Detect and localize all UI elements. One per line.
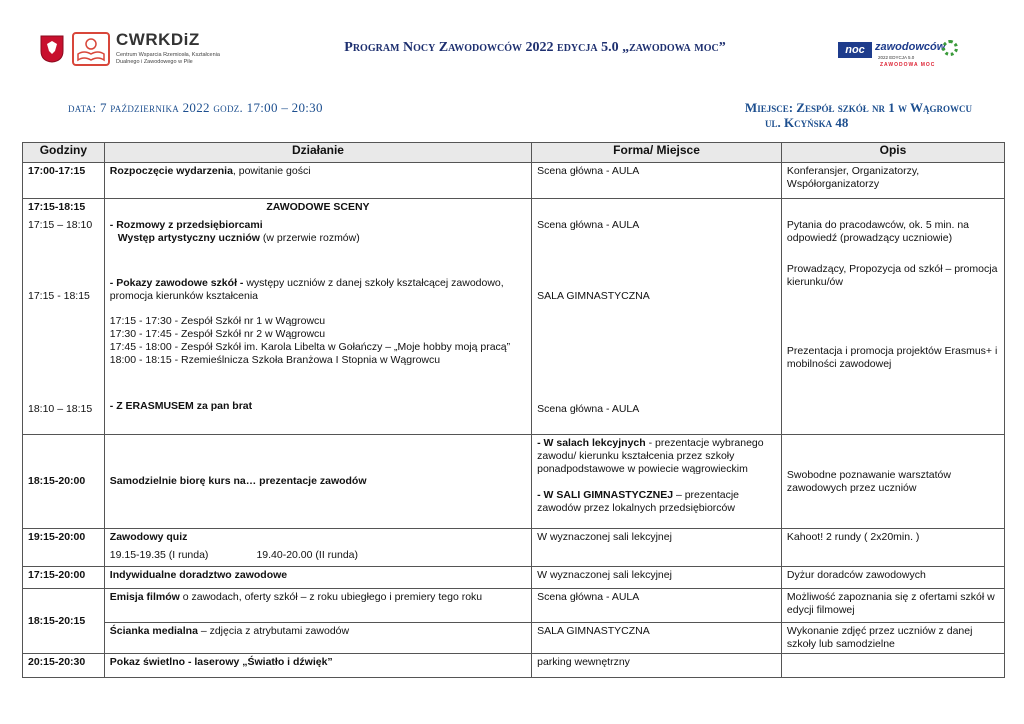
desc-cell: Konferansjer, Organizatorzy, Współorganizatorzy: [781, 163, 1004, 199]
round-text: 19.15-19.35 (I runda): [109, 549, 209, 561]
action-bold: Występ artystyczny uczniów: [117, 232, 260, 244]
action-text: o zawodach, oferty szkół – z roku ubiegłego i premiery tego roku: [179, 591, 483, 603]
action-cell: [104, 529, 531, 567]
table-row: [23, 589, 1005, 623]
program-title: Program Nocy Zawodowców 2022 edycja 5.0 „zawodowa moc”: [344, 40, 726, 55]
place-bold: - W SALI GIMNASTYCZNEJ: [537, 489, 674, 501]
list-item: 17:30 - 17:45 - Zespół Szkół nr 2 w Wągrowcu: [109, 328, 326, 340]
action-bold: - Pokazy zawodowe szkół -: [109, 277, 247, 289]
place-cell: [532, 435, 782, 529]
org-name: CWRKDiZ: [116, 30, 200, 49]
time-cell: [23, 199, 105, 435]
event-place: Miejsce: Zespół szkół nr 1 w Wągrowcu: [744, 100, 972, 115]
table-row: [23, 529, 1005, 567]
table-row: [23, 623, 1005, 654]
action-cell: [104, 623, 531, 654]
action-bold: Emisja filmów: [109, 591, 180, 603]
event-date: data: 7 października 2022 godz. 17:00 – 20:30: [68, 100, 323, 115]
list-item: 17:15 - 17:30 - Zespół Szkół nr 1 w Wągrowcu: [109, 315, 326, 327]
time-cell: 17:00-17:15: [23, 163, 105, 199]
desc-cell: Dyżur doradców zawodowych: [781, 567, 1004, 589]
schedule-table: [22, 142, 1005, 678]
desc-cell: Możliwość zapoznania się z ofertami szkół w edycji filmowej: [781, 589, 1004, 623]
place-text: Scena główna - AULA: [537, 219, 640, 231]
place-text: - prezentacje wybranego zawodu/ kierunku kształcenia przez szkoły ponadpodstawowe w powiecie wągrowieckim: [537, 437, 764, 475]
column-header: Forma/ Miejsce: [532, 143, 782, 163]
action-bold: Ścianka medialna: [109, 625, 198, 637]
time-sub: 17:15 – 18:10: [28, 219, 93, 231]
noc-logo-text: noc: [838, 42, 872, 58]
place-cell: W wyznaczonej sali lekcyjnej: [532, 567, 782, 589]
desc-cell: Swobodne poznawanie warsztatów zawodowych przez uczniów: [781, 435, 1004, 529]
desc-cell: [781, 654, 1004, 678]
list-item: 18:00 - 18:15 - Rzemieślnicza Szkoła Branżowa I Stopnia w Wągrowcu: [109, 354, 441, 366]
place-cell: W wyznaczonej sali lekcyjnej: [532, 529, 782, 567]
edition-logo-text: 2022 EDYCJA 5.0: [878, 55, 915, 60]
action-text: występy uczniów z danej szkoły kształcącej zawodowo, promocja kierunków kształcenia: [109, 277, 504, 302]
action-cell: Indywidualne doradztwo zawodowe: [104, 567, 531, 589]
action-text: (w przerwie rozmów): [259, 232, 360, 244]
place-text: Scena główna - AULA: [537, 403, 640, 415]
action-bold: - Z ERASMUSEM za pan brat: [109, 400, 253, 412]
place-cell: SALA GIMNASTYCZNA: [532, 623, 782, 654]
time-sub: 18:10 – 18:15: [28, 403, 93, 415]
table-row: [23, 163, 1005, 199]
place-cell: parking wewnętrzny: [532, 654, 782, 678]
school-list: [110, 315, 526, 367]
action-cell: Pokaz świetlno - laserowy „Światło i dźwięk”: [104, 654, 531, 678]
list-item: 17:45 - 18:00 - Zespół Szkół im. Karola Libelta w Gołańczy – „Moje hobby moją pracą”: [109, 341, 511, 353]
event-address: ul. Kcyńska 48: [765, 115, 849, 130]
table-row: [23, 654, 1005, 678]
noc-zawodowcow-logo: [838, 38, 958, 70]
table-row: [23, 435, 1005, 529]
place-text: SALA GIMNASTYCZNA: [537, 290, 650, 302]
action-bold: Zawodowy quiz: [109, 531, 188, 543]
desc-cell: [781, 199, 1004, 435]
coat-of-arms-icon: [40, 35, 64, 63]
desc-cell: Kahoot! 2 rundy ( 2x20min. ): [781, 529, 1004, 567]
time-cell: 18:15-20:00: [23, 435, 105, 529]
org-subtitle: Centrum Wsparcia Rzemiosła, Kształcenia Dualnego i Zawodowego w Pile: [116, 52, 220, 65]
table-row: [23, 567, 1005, 589]
place-bold: - W salach lekcyjnych: [537, 437, 646, 449]
action-line: [110, 232, 526, 245]
round-text: 19.40-20.00 (II runda): [256, 549, 359, 561]
action-text: , powitanie gości: [232, 165, 311, 177]
place-cell: Scena główna - AULA: [532, 589, 782, 623]
zawodowcow-logo-text: zawodowców: [875, 41, 946, 53]
desc-text: Pytania do pracodawców, ok. 5 min. na odpowiedź (prowadzący uczniowie): [786, 219, 970, 244]
time-main: 17:15-18:15: [28, 201, 86, 213]
action-bold: Rozpoczęcie wydarzenia: [109, 165, 233, 177]
time-cell: 18:15-20:15: [23, 589, 105, 654]
column-header: Działanie: [104, 143, 531, 163]
desc-cell: Wykonanie zdjęć przez uczniów z danej szkoły lub samodzielne: [781, 623, 1004, 654]
action-cell: [104, 163, 531, 199]
action-text: – zdjęcia z atrybutami zawodów: [197, 625, 350, 637]
action-bold: - Rozmowy z przedsiębiorcami: [109, 219, 263, 231]
place-line: [537, 437, 776, 476]
place-text: – prezentacje zawodów przez lokalnych przedsiębiorców: [537, 489, 740, 514]
time-sub: 17:15 - 18:15: [28, 290, 90, 302]
place-cell: Scena główna - AULA: [532, 163, 782, 199]
cwrkdiz-logo: [40, 30, 230, 70]
action-cell: [104, 589, 531, 623]
time-cell: 19:15-20:00: [23, 529, 105, 567]
column-header: Godziny: [23, 143, 105, 163]
place-cell: [532, 199, 782, 435]
gear-icon: [942, 40, 958, 56]
column-header: Opis: [781, 143, 1004, 163]
action-line: [110, 277, 526, 303]
place-line: [537, 489, 776, 515]
action-cell: [104, 199, 531, 435]
table-header-row: [23, 143, 1005, 163]
time-cell: 20:15-20:30: [23, 654, 105, 678]
desc-text: Prowadzący, Propozycja od szkół – promocja kierunku/ów: [786, 263, 998, 288]
desc-text: Prezentacja i promocja projektów Erasmus+ i mobilności zawodowej: [786, 345, 998, 370]
moc-logo-text: ZAWODOWA MOC: [880, 62, 936, 68]
action-cell: Samodzielnie biorę kurs na… prezentacje zawodów: [104, 435, 531, 529]
quiz-rounds: [110, 549, 526, 562]
book-lightbulb-icon: [72, 32, 110, 66]
table-row: [23, 199, 1005, 435]
time-cell: 17:15-20:00: [23, 567, 105, 589]
section-heading: ZAWODOWE SCENY: [266, 201, 370, 213]
